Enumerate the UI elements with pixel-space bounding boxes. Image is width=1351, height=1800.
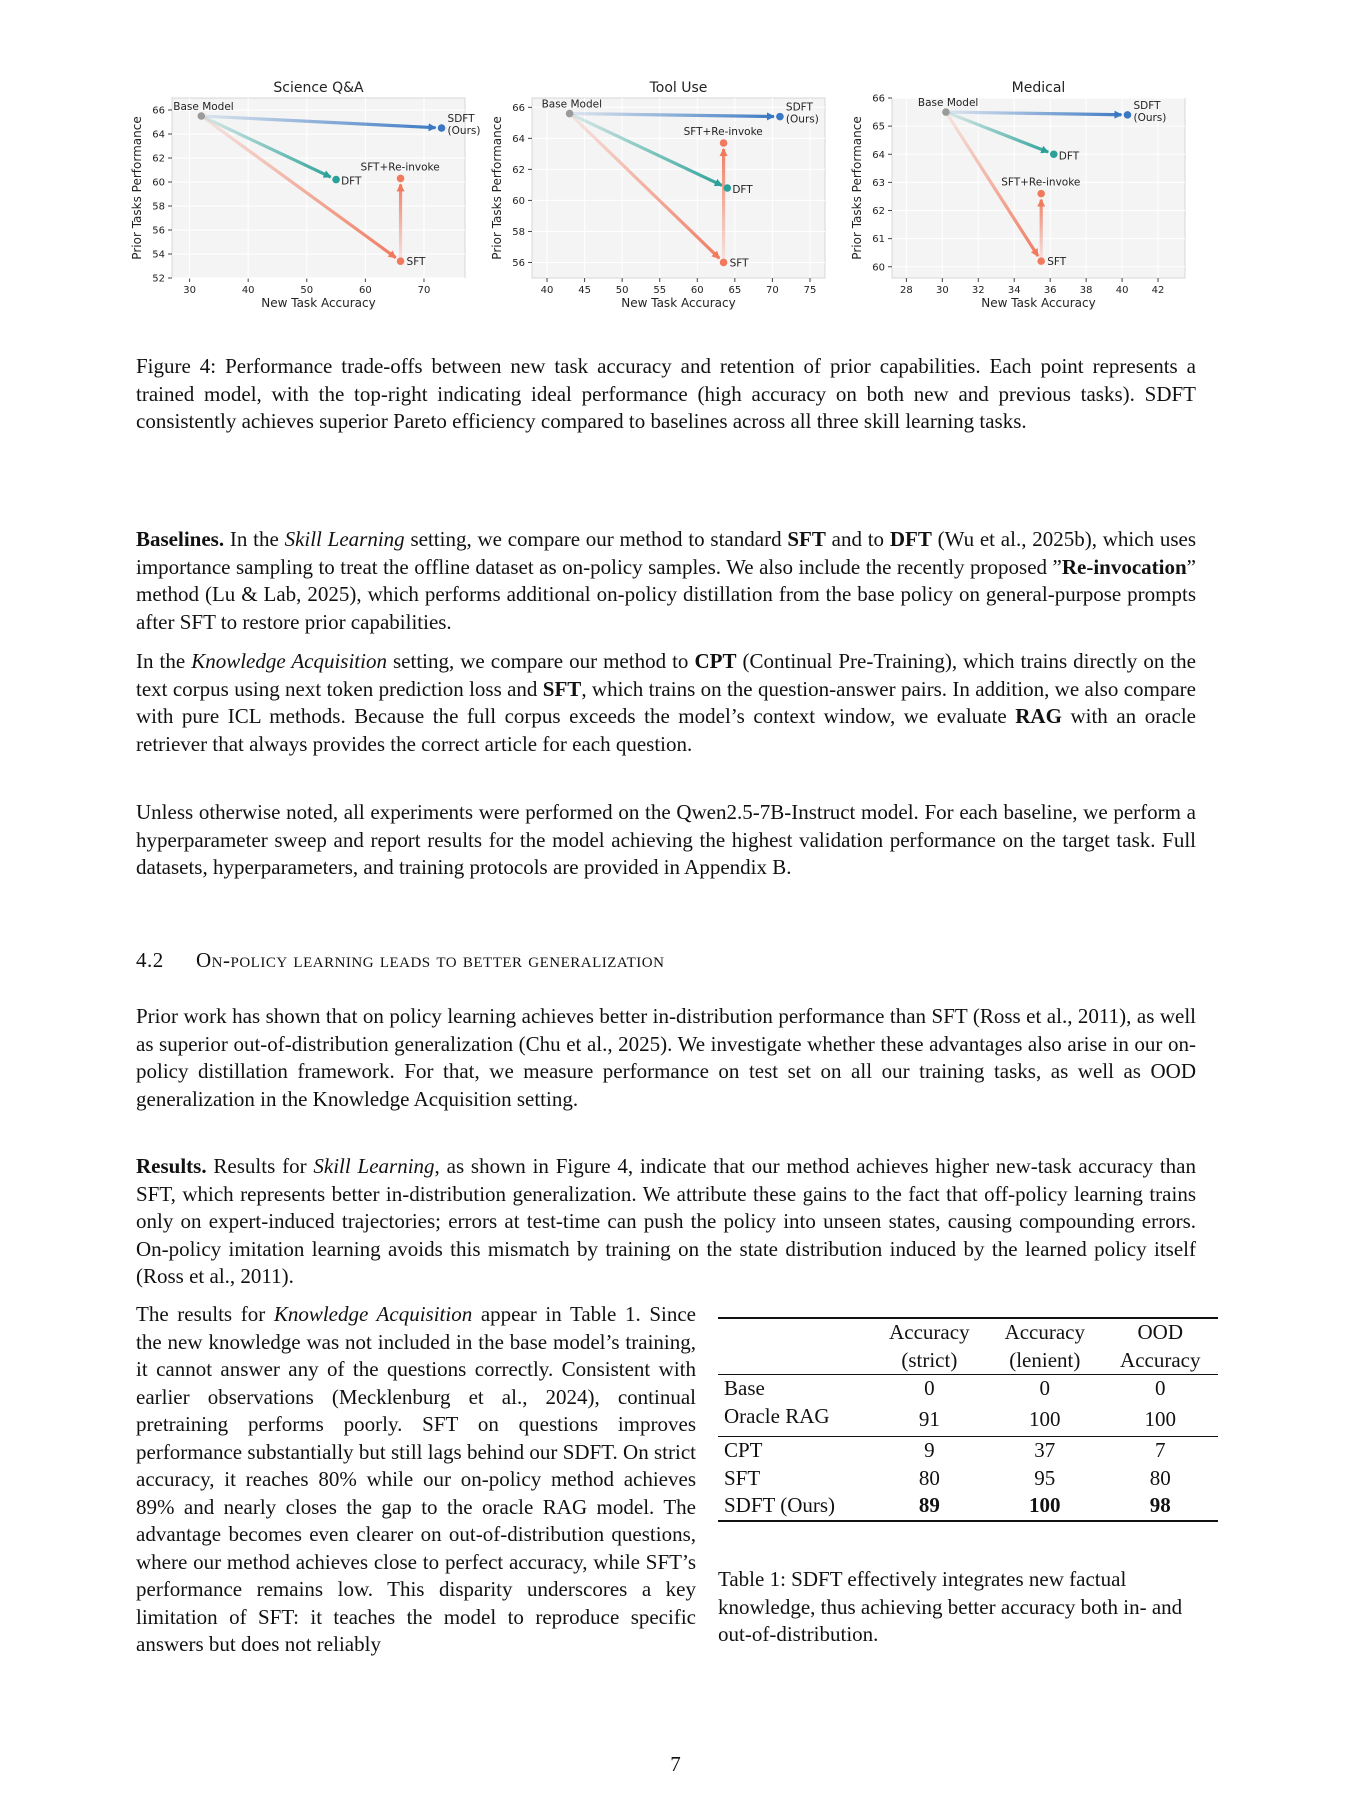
data-point [724, 184, 732, 192]
y-tick-label: 52 [152, 273, 165, 285]
baselines-paragraph: Baselines. In the Skill Learning setting, we compare our method to standard SFT and to DFT (Wu et al., 2025b), which uses importance sampling to treat the offline dataset as on-policy samples. We also include the recently proposed ”Re-invocation” method (Lu & Lab, 2025), which performs additional on-policy distillation from the base policy on general-purpose prompts after SFT to restore prior capabilities. [136, 527, 1196, 634]
y-tick-label: 61 [872, 234, 885, 246]
knowledge-paragraph: In the Knowledge Acquisition setting, we compare our method to CPT (Continual Pre-Training), which trains directly on the text corpus using next token prediction loss and SFT, which trains on the question-answer pairs. In addition, we also compare with pure ICL methods. Because the full corpus exceeds the model’s context window, we evaluate RAG with an oracle retriever that always provides the correct article for each question. [136, 649, 1196, 756]
table-header-blank [718, 1318, 872, 1375]
y-axis-label: Prior Tasks Performance [850, 116, 864, 260]
x-tick-label: 28 [900, 285, 913, 296]
table-caption: Table 1: SDFT effectively integrates new factual knowledge, thus achieving better accuracy both in- and out-of-distribution. [718, 1567, 1183, 1646]
data-point [720, 139, 728, 147]
x-tick-label: 30 [935, 285, 949, 296]
y-tick-label: 64 [152, 129, 165, 141]
table-header: Accuracy (lenient) [1004, 1320, 1086, 1372]
point-label: DFT [732, 184, 753, 196]
data-point [776, 113, 784, 121]
x-tick-label: 50 [615, 285, 629, 296]
point-label: SFT [406, 256, 426, 269]
data-point [1124, 111, 1132, 119]
point-label: SFT [1047, 256, 1067, 269]
results-table [718, 1317, 1218, 1522]
point-label: SDFT (Ours) [785, 101, 819, 126]
table-row: SFT 80 95 80 [724, 1465, 1171, 1490]
table-row: Base 0 0 0 [718, 1375, 1218, 1403]
x-tick-label: 70 [417, 285, 431, 296]
x-tick-label: 40 [1115, 285, 1129, 296]
data-point [720, 259, 728, 267]
point-label: SDFT (Ours) [447, 113, 481, 137]
chart-panel [850, 80, 1185, 310]
chart-title: Tool Use [649, 80, 708, 96]
point-label: SDFT (Ours) [1133, 99, 1167, 124]
data-point [438, 124, 446, 132]
x-tick-label: 42 [1151, 285, 1165, 296]
x-tick-label: 38 [1079, 285, 1093, 296]
data-point [332, 176, 340, 184]
section-heading [136, 948, 664, 973]
x-axis-label: New Task Accuracy [621, 296, 736, 310]
x-axis-label: New Task Accuracy [261, 296, 376, 310]
x-tick-label: 40 [540, 285, 554, 296]
x-tick-label: 36 [1043, 285, 1057, 296]
chart-title: Medical [1011, 80, 1066, 96]
point-label: Base Model [173, 101, 234, 113]
y-tick-label: 58 [512, 226, 525, 238]
knowledge-results-paragraph: The results for Knowledge Acquisition appear in Table 1. Since the new knowledge was not included in the base model’s training, it cannot answer any of the questions correctly. Consistent with earlier observations (Mecklenburg et al., 2024), continual pretraining performs poorly. SFT on questions improves performance substantially but still lags behind our SDFT. On strict accuracy, it reaches 80% while our on-policy method achieves 89% and nearly closes the gap to the oracle RAG model. The advantage becomes even clearer on out-of-distribution questions, where our method achieves close to perfect accuracy, while SFT’s performance remains low. This disparity underscores a key limitation of SFT: it teaches the model to reproduce specific answers but does not reliably [136, 1302, 696, 1656]
x-tick-label: 34 [1007, 285, 1021, 296]
data-point [1050, 150, 1058, 158]
point-label: DFT [341, 175, 362, 188]
y-tick-label: 66 [872, 93, 885, 105]
table-row: Oracle RAG 91 100 100 [724, 1403, 1176, 1431]
y-tick-label: 66 [512, 102, 525, 114]
y-tick-label: 62 [872, 206, 885, 217]
data-point [198, 112, 206, 120]
y-tick-label: 60 [872, 262, 885, 274]
x-tick-label: 65 [728, 285, 742, 296]
x-tick-label: 32 [971, 285, 985, 296]
results-paragraph: Results. Results for Skill Learning, as shown in Figure 4, indicate that our method achieves higher new-task accuracy than SFT, which represents better in-distribution generalization. We attribute these gains to the fact that off-policy learning trains only on expert-induced trajectories; errors at test-time can push the policy into unseen states, causing compounding errors. On-policy imitation learning avoids this mismatch by training on the state distribution induced by the learned policy itself (Ross et al., 2011). [136, 1154, 1196, 1288]
data-point [942, 108, 950, 116]
page-number: 7 [670, 1752, 681, 1776]
x-tick-label: 55 [653, 285, 667, 296]
y-axis-label: Prior Tasks Performance [490, 116, 504, 260]
setup-paragraph: Unless otherwise noted, all experiments were performed on the Qwen2.5-7B-Instruct model. For each baseline, we perform a hyperparameter sweep and report results for the model achieving the highest validation performance on the target task. Full datasets, hyperparameters, and training protocols are provided in Appendix B. [136, 800, 1196, 879]
data-point [397, 175, 405, 183]
table-header: Accuracy (strict) [889, 1320, 970, 1372]
figure-4 [130, 72, 1220, 332]
x-tick-label: 30 [183, 285, 196, 296]
y-tick-label: 66 [152, 105, 165, 117]
x-tick-label: 40 [241, 285, 255, 296]
x-tick-label: 50 [300, 285, 314, 296]
y-tick-label: 56 [152, 225, 165, 237]
chart-title: Science Q&A [273, 80, 364, 96]
x-tick-label: 60 [690, 285, 704, 296]
prior-work-paragraph: Prior work has shown that on policy learning achieves better in-distribution performance than SFT (Ross et al., 2011), as well as superior out-of-distribution generalization (Chu et al., 2025). We investigate whether these advantages also arise in our on-policy distillation framework. For that, we measure performance on test set on all our training tasks, as well as OOD generalization in the Knowledge Acquisition setting. [136, 1004, 1196, 1111]
point-label: Base Model [541, 98, 603, 111]
y-tick-label: 62 [512, 164, 525, 176]
table-row: SDFT (Ours) 89 100 98 [718, 1492, 1218, 1521]
data-point [397, 257, 405, 265]
data-point [1037, 190, 1045, 198]
chart-panel [130, 80, 480, 310]
y-tick-label: 60 [152, 177, 165, 189]
x-axis-label: New Task Accuracy [981, 296, 1096, 310]
data-point [1037, 257, 1045, 265]
y-tick-label: 54 [152, 249, 165, 261]
y-tick-label: 63 [872, 177, 885, 189]
y-tick-label: 64 [872, 149, 885, 161]
table-header: OOD Accuracy [1120, 1320, 1201, 1372]
y-tick-label: 56 [512, 257, 525, 269]
section-title: On-policy learning leads to better generalization [196, 948, 665, 972]
y-axis-label: Prior Tasks Performance [130, 116, 144, 260]
table-row: CPT 9 37 7 [718, 1437, 1218, 1465]
figure-caption: Figure 4: Performance trade-offs between new task accuracy and retention of prior capabilities. Each point represents a trained model, with the top-right indicating ideal performance (high accuracy on both new and previous tasks). SDFT consistently achieves superior Pareto efficiency compared to baselines across all three skill learning tasks. [136, 354, 1196, 433]
plot-area [532, 98, 825, 278]
x-tick-label: 75 [803, 285, 817, 296]
section-number: 4.2 [136, 948, 164, 972]
point-label: SFT+Re-invoke [683, 126, 763, 138]
y-tick-label: 65 [872, 121, 885, 133]
point-label: Base Model [917, 97, 979, 110]
x-tick-label: 70 [766, 285, 779, 296]
point-label: SFT [729, 257, 749, 270]
x-tick-label: 60 [359, 285, 372, 296]
data-point [566, 110, 574, 118]
y-tick-label: 60 [512, 195, 525, 207]
chart-panel [490, 80, 825, 310]
y-tick-label: 58 [152, 201, 165, 213]
point-label: SFT+Re-invoke [360, 161, 440, 174]
y-tick-label: 64 [512, 133, 525, 145]
y-tick-label: 62 [152, 153, 165, 165]
point-label: SFT+Re-invoke [1001, 176, 1081, 189]
point-label: DFT [1058, 150, 1080, 163]
x-tick-label: 45 [578, 285, 591, 296]
